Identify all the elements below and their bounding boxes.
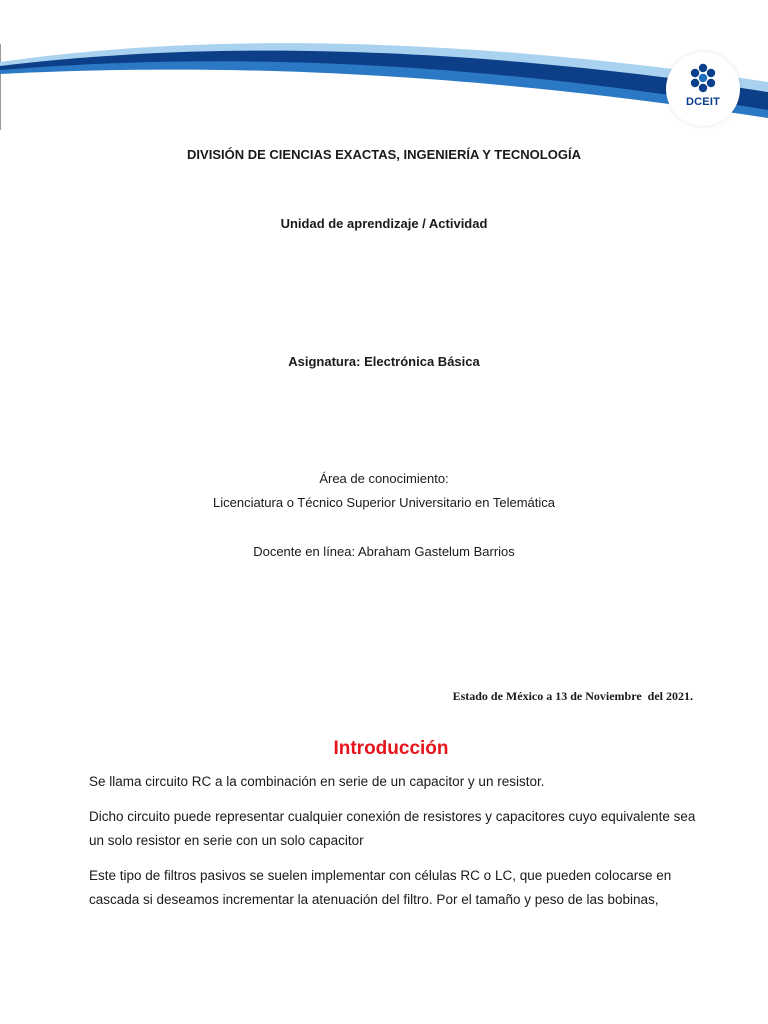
- intro-paragraph: Este tipo de filtros pasivos se suelen implementar con células RC o LC, que pueden colocarse en cascada si deseamos incrementar la atenuación del filtro. Por el tamaño y peso de las bobinas,: [89, 868, 672, 907]
- area-value: Licenciatura o Técnico Superior Universitario en Telemática: [212, 495, 556, 510]
- swoosh-navy-band: [0, 51, 768, 112]
- header-swoosh-graphic: [0, 20, 768, 140]
- intro-heading: Introducción: [333, 738, 449, 759]
- division-title: DIVISIÓN DE CIENCIAS EXACTAS, INGENIERÍA Y TECNOLOGÍA: [187, 147, 581, 162]
- intro-paragraph: Se llama circuito RC a la combinación en serie de un capacitor y un resistor.: [89, 774, 545, 789]
- intro-paragraph: Dicho circuito puede representar cualquier conexión de resistores y capacitores cuyo equivalente sea un solo resistor en serie con un solo capacitor: [89, 809, 696, 848]
- unit-title: Unidad de aprendizaje / Actividad: [280, 216, 488, 231]
- subject-title: Asignatura: Electrónica Básica: [288, 354, 480, 369]
- area-label: Área de conocimiento:: [319, 471, 449, 486]
- date-line: Estado de México a 13 de Noviembre del 2021.: [452, 689, 693, 703]
- teacher-line: Docente en línea: Abraham Gastelum Barrios: [253, 544, 515, 559]
- hexagon-molecule-icon: [687, 62, 719, 94]
- dceit-logo: [666, 52, 740, 126]
- logo-text: DCEIT: [686, 96, 720, 108]
